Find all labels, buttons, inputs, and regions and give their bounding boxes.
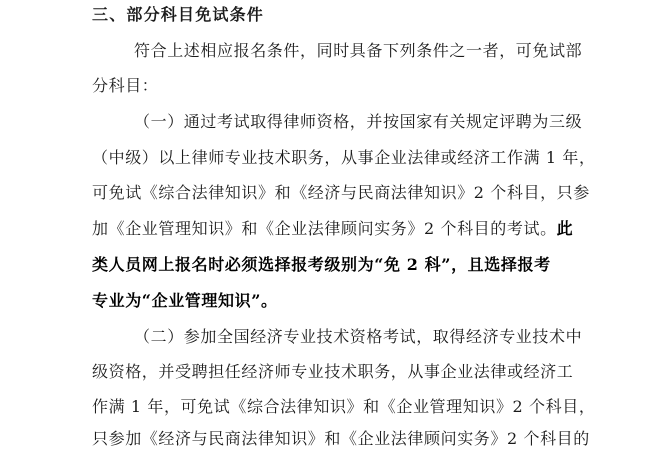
item2-line-1: （二）参加全国经济专业技术资格考试，取得经济专业技术中 (134, 327, 583, 346)
item1-line-4-bold: 此 (556, 219, 574, 238)
item1-line-2: （中级）以上律师专业技术职务，从事企业法律或经济工作满 1 年， (92, 148, 596, 167)
item1-line-6: 专业为“企业管理知识”。 (92, 291, 278, 310)
item1-line-5: 类人员网上报名时必须选择报考级别为“免 2 科”，且选择报考 (92, 255, 551, 274)
item2-line-3: 作满 1 年，可免试《综合法律知识》和《企业管理知识》2 个科目， (92, 397, 596, 416)
intro-line-1: 符合上述相应报名条件，同时具备下列条件之一者，可免试部 (134, 41, 583, 60)
item1-line-3: 可免试《综合法律知识》和《经济与民商法律知识》2 个科目，只参 (92, 183, 590, 202)
intro-line-2: 分科目： (92, 76, 159, 95)
item1-line-4 (92, 218, 573, 240)
section-heading: 三、部分科目免试条件 (92, 5, 265, 24)
item2-line-4: 只参加《经济与民商法律知识》和《企业法律顾问实务》2 个科目的 (92, 429, 590, 448)
item1-line-4-normal: 加《企业管理知识》和《企业法律顾问实务》2 个科目的考试。 (92, 219, 557, 238)
item1-line-1: （一）通过考试取得律师资格，并按国家有关规定评聘为三级 (134, 112, 583, 131)
item2-line-2: 级资格，并受聘担任经济师专业技术职务，从事企业法律或经济工 (92, 362, 574, 381)
